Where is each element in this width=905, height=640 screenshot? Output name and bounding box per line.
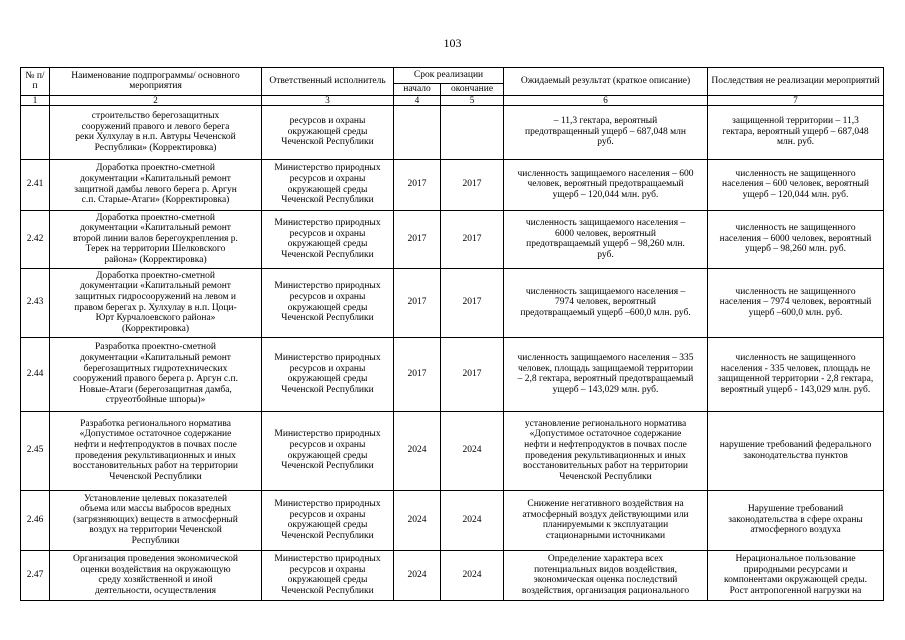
cell-name — [50, 159, 262, 210]
table-row — [21, 411, 884, 490]
cell-line: вероятный ущерб - 143,029 млн. руб. — [720, 384, 871, 395]
cell-line: Чеченской Республики — [281, 530, 374, 541]
cell-line: (Корректировка) — [121, 323, 190, 334]
cell-line: Министерство природных — [274, 217, 381, 228]
cell-line: «Допустимое остаточное содержание — [79, 429, 232, 440]
cell-line: ущерб –600,0 млн. руб. — [748, 307, 843, 318]
page-number: 103 — [443, 36, 462, 50]
cell-line: численность не защищенного — [735, 286, 856, 297]
cell-line: предотвращаемый ущерб – 98,260 млн. — [526, 239, 685, 250]
cell-line: проведения рекультивационных и иных — [525, 450, 686, 461]
cell-name — [50, 337, 262, 411]
column-number: 2 — [50, 95, 262, 105]
cell-end: 2017 — [441, 210, 504, 268]
cell-line: проведения рекультивационных и иных — [75, 450, 236, 461]
cell-line: Определение характера всех — [547, 553, 664, 564]
cell-line: ущерб – 98,260 млн. руб. — [745, 244, 846, 255]
cell-line: атмосферный воздух действующими или — [522, 509, 689, 520]
cell-line: установление регионального норматива — [524, 418, 687, 429]
cell-result — [504, 337, 708, 411]
cell-line: Чеченской Республики — [281, 313, 374, 324]
cell-line: с.п. Старые-Атаги» (Корректировка) — [81, 195, 230, 206]
cell-name — [50, 105, 262, 159]
cell-line: восстановительных работ на территории — [522, 461, 689, 472]
cell-line: Новые-Атаги (берегозащитная дамба, — [79, 384, 232, 395]
cell-line: Рост антропогенной нагрузки на — [729, 585, 862, 596]
cell-line: окружающей среды — [287, 374, 368, 385]
cell-executor — [262, 159, 394, 210]
cell-line: ресурсов и охраны — [289, 116, 366, 127]
cell-line: второй линии валов берегоукрепления р. — [73, 233, 238, 244]
cell-line: Министерство природных — [274, 352, 381, 363]
cell-line: окружающей среды — [287, 302, 368, 313]
cell-line: Чеченской Республики — [109, 471, 202, 482]
cell-line: окружающей среды — [287, 520, 368, 531]
cell-line: Доработка проектно-сметной — [96, 270, 215, 281]
cell-line: нефти и нефтепродуктов в почвах после — [74, 440, 237, 450]
cell-result — [504, 210, 708, 268]
cell-consequences — [708, 268, 884, 337]
cell-line: населения – 600 человек, вероятный — [722, 179, 870, 190]
cell-end — [441, 105, 504, 159]
cell-line: численность защищаемого населения – — [525, 217, 686, 228]
cell-line: ущерб – 120,044 млн. руб. — [552, 189, 659, 200]
cell-line: защищенной территории - 2,8 гектара, — [717, 374, 874, 385]
cell-line: Чеченской Республики — [281, 249, 374, 260]
cell-line: – 11,3 гектара, вероятный — [553, 116, 658, 127]
cell-num — [21, 105, 50, 159]
cell-start: 2017 — [394, 159, 441, 210]
cell-start: 2017 — [394, 268, 441, 337]
cell-end: 2017 — [441, 159, 504, 210]
column-number-row — [21, 95, 884, 105]
cell-line: населения - 335 человек, площадь не — [720, 363, 871, 374]
cell-line: окружающей среды — [287, 575, 368, 586]
cell-num: 2.46 — [21, 490, 50, 550]
cell-line: Организация проведения экономической — [73, 553, 238, 564]
cell-start: 2024 — [394, 550, 441, 600]
cell-line: млн. руб. — [776, 137, 815, 148]
cell-line: стационарными источниками — [545, 530, 666, 541]
cell-executor — [262, 210, 394, 268]
cell-line: Терек на территории Шелковского — [85, 244, 226, 255]
cell-executor — [262, 411, 394, 490]
cell-line: нефти и нефтепродуктов в почвах после — [524, 440, 687, 450]
cell-line: Чеченской Республики — [281, 137, 374, 148]
cell-line: населения – 7974 человек, вероятный — [719, 297, 872, 308]
cell-name — [50, 210, 262, 268]
cell-result — [504, 268, 708, 337]
header-result: Ожидаемый результат (краткое описание) — [504, 68, 708, 96]
cell-start: 2024 — [394, 411, 441, 490]
cell-line: Разработка регионального норматива — [80, 418, 231, 429]
cell-line: численность защищаемого населения – — [525, 286, 686, 297]
cell-line: нарушение требований федерального — [719, 440, 872, 450]
cell-line: струеотбойные шпоры)» — [105, 395, 206, 406]
cell-line: сооружений правого берега р. Аргун с.п. — [73, 374, 238, 385]
cell-line: берегозащитных гидротехнических — [83, 363, 228, 374]
cell-line: Чеченской Республики — [281, 585, 374, 596]
cell-end: 2017 — [441, 268, 504, 337]
cell-name — [50, 411, 262, 490]
cell-start: 2017 — [394, 210, 441, 268]
cell-num: 2.45 — [21, 411, 50, 490]
column-number: 7 — [708, 95, 884, 105]
cell-consequences — [708, 550, 884, 600]
column-number: 5 — [441, 95, 504, 105]
cell-line: руб. — [597, 249, 614, 260]
cell-line: документации «Капитальный ремонт — [80, 223, 231, 234]
cell-name — [50, 490, 262, 550]
cell-line: ресурсов и охраны — [289, 174, 366, 184]
cell-line: экономическая оценка последствий — [533, 575, 678, 586]
cell-line: ресурсов и охраны — [289, 440, 366, 450]
cell-executor — [262, 268, 394, 337]
cell-line: законодательства пунктов — [743, 450, 848, 461]
cell-line: деятельности, осуществления — [95, 585, 216, 596]
cell-line: окружающей среды — [287, 126, 368, 137]
cell-line: предотвращаемый ущерб –600,0 млн. руб. — [520, 307, 691, 318]
cell-line: Доработка проектно-сметной — [96, 163, 215, 174]
cell-line: природными ресурсами и — [743, 564, 848, 575]
cell-line: Республики» (Корректировка) — [94, 142, 217, 153]
cell-line: человек, вероятный предотвращаемый — [527, 179, 684, 190]
continuation-row — [21, 105, 884, 159]
header-period: Срок реализации — [394, 68, 504, 84]
cell-result — [504, 550, 708, 600]
cell-result — [504, 411, 708, 490]
cell-line: воздух на территории Чеченской — [89, 525, 222, 536]
cell-line: объема или массы выбросов вредных — [79, 504, 232, 515]
cell-end: 2024 — [441, 550, 504, 600]
cell-consequences — [708, 159, 884, 210]
cell-result — [504, 105, 708, 159]
header-consequences: Последствия не реализации мероприятий — [708, 68, 884, 96]
table-row — [21, 159, 884, 210]
cell-executor — [262, 550, 394, 600]
cell-line: окружающей среды — [287, 239, 368, 250]
cell-line: компонентами окружающей среды. — [724, 575, 868, 586]
cell-executor — [262, 337, 394, 411]
cell-line: численность не защищенного — [735, 168, 856, 179]
cell-num: 2.41 — [21, 159, 50, 210]
table-row — [21, 337, 884, 411]
cell-line: защитной дамбы левого берега р. Аргун — [74, 184, 237, 195]
header-executor: Ответственный исполнитель — [262, 68, 394, 96]
cell-line: численность не защищенного — [735, 223, 856, 234]
cell-start: 2024 — [394, 490, 441, 550]
cell-line: 6000 человек, вероятный — [555, 228, 656, 239]
cell-executor — [262, 105, 394, 159]
table-row — [21, 550, 884, 600]
cell-line: Чеченской Республики — [281, 195, 374, 206]
cell-line: численность защищаемого населения – 335 — [517, 352, 694, 363]
cell-line: Чеченской Республики — [559, 471, 652, 482]
cell-line: ресурсов и охраны — [289, 564, 366, 575]
column-number: 4 — [394, 95, 441, 105]
cell-line: планируемыми к эксплуатации — [542, 520, 669, 531]
cell-line: воздействия, организация рационального — [521, 585, 690, 596]
table-row — [21, 210, 884, 268]
cell-line: Нерациональное пользование — [735, 553, 856, 564]
header-end: окончание — [441, 84, 504, 96]
cell-line: численность не защищенного — [735, 352, 856, 363]
cell-line: потенциальных видов воздействия, — [534, 564, 677, 575]
cell-line: Установление целевых показателей — [83, 493, 228, 504]
header-start: начало — [394, 84, 441, 96]
cell-line: руб. — [597, 137, 614, 148]
cell-line: строительство берегозащитных — [91, 110, 220, 121]
cell-line: окружающей среды — [287, 450, 368, 461]
cell-line: окружающей среды — [287, 184, 368, 195]
header-num: № п/п — [21, 68, 50, 96]
cell-line: численность защищаемого населения – 600 — [517, 168, 694, 179]
cell-line: законодательства в сфере охраны — [728, 514, 863, 525]
cell-line: 7974 человек, вероятный — [555, 297, 656, 308]
cell-line: среду хозяйственной и иной — [98, 575, 213, 586]
cell-executor — [262, 490, 394, 550]
cell-num: 2.42 — [21, 210, 50, 268]
cell-result — [504, 159, 708, 210]
cell-start — [394, 105, 441, 159]
cell-line: Министерство природных — [274, 498, 381, 509]
cell-line: документации «Капитальный ремонт — [80, 352, 231, 363]
cell-line: Министерство природных — [274, 553, 381, 564]
cell-line: (загрязняющих) веществ в атмосферный — [73, 514, 238, 525]
cell-start: 2017 — [394, 337, 441, 411]
cell-line: ресурсов и охраны — [289, 228, 366, 239]
cell-line: человек, площадь защищаемой территории — [517, 363, 694, 374]
cell-line: Чеченской Республики — [281, 461, 374, 472]
table-row — [21, 490, 884, 550]
cell-line: предотвращенный ущерб – 687,048 млн — [525, 126, 686, 137]
cell-line: Республики — [131, 535, 180, 546]
cell-num: 2.43 — [21, 268, 50, 337]
cell-line: восстановительных работ на территории — [72, 461, 239, 472]
cell-line: Министерство природных — [274, 429, 381, 440]
cell-line: ущерб – 120,044 млн. руб. — [742, 189, 849, 200]
column-number: 1 — [21, 95, 50, 105]
column-number: 6 — [504, 95, 708, 105]
cell-num: 2.44 — [21, 337, 50, 411]
cell-line: гектара, вероятный ущерб – 687,048 — [722, 126, 869, 137]
cell-end: 2024 — [441, 411, 504, 490]
cell-line: защитных гидросооружений на левом и — [74, 292, 236, 302]
cell-num: 2.47 — [21, 550, 50, 600]
cell-line: Снижение негативного воздействия на — [527, 498, 684, 509]
cell-line: «Допустимое остаточное содержание — [529, 429, 682, 440]
cell-end: 2024 — [441, 490, 504, 550]
cell-line: Разработка проектно-сметной — [95, 342, 216, 353]
measures-table — [20, 67, 884, 601]
cell-line: населения – 6000 человек, вероятный — [719, 233, 872, 244]
cell-line: – 2,8 гектара, вероятный предотвращаемый — [517, 374, 694, 385]
cell-line: Министерство природных — [274, 281, 381, 292]
cell-line: реки Хулхулау в н.п. Автуры Чеченской — [75, 132, 236, 143]
column-number: 3 — [262, 95, 394, 105]
cell-line: Нарушение требований — [747, 504, 844, 515]
cell-name — [50, 550, 262, 600]
cell-line: сооружений правого и левого берега — [81, 121, 230, 132]
cell-line: ресурсов и охраны — [289, 363, 366, 374]
cell-line: защищенной территории – 11,3 — [732, 116, 859, 127]
table-row — [21, 268, 884, 337]
cell-line: оценки воздействия на окружающую — [80, 564, 231, 575]
cell-line: правом берегах р. Хулхулау в н.п. Цоци- — [74, 302, 237, 313]
cell-line: Чеченской Республики — [281, 384, 374, 395]
cell-line: документации «Капитальный ремонт — [80, 174, 231, 184]
cell-line: документации «Капитальный ремонт — [80, 281, 231, 292]
cell-consequences — [708, 490, 884, 550]
cell-consequences — [708, 105, 884, 159]
cell-line: ресурсов и охраны — [289, 509, 366, 520]
cell-line: района» (Корректировка) — [104, 254, 207, 265]
cell-line: атмосферного воздуха — [750, 525, 841, 536]
cell-end: 2017 — [441, 337, 504, 411]
cell-line: Доработка проектно-сметной — [96, 212, 215, 223]
cell-name — [50, 268, 262, 337]
cell-consequences — [708, 411, 884, 490]
cell-consequences — [708, 337, 884, 411]
cell-result — [504, 490, 708, 550]
cell-line: Юрт Курчалоевского района» — [95, 313, 216, 324]
cell-line: Министерство природных — [274, 163, 381, 174]
cell-line: ущерб – 143,029 млн. руб. — [552, 384, 659, 395]
cell-line: ресурсов и охраны — [289, 292, 366, 302]
cell-consequences — [708, 210, 884, 268]
header-name: Наименование подпрограммы/ основного мероприятия — [50, 68, 262, 96]
